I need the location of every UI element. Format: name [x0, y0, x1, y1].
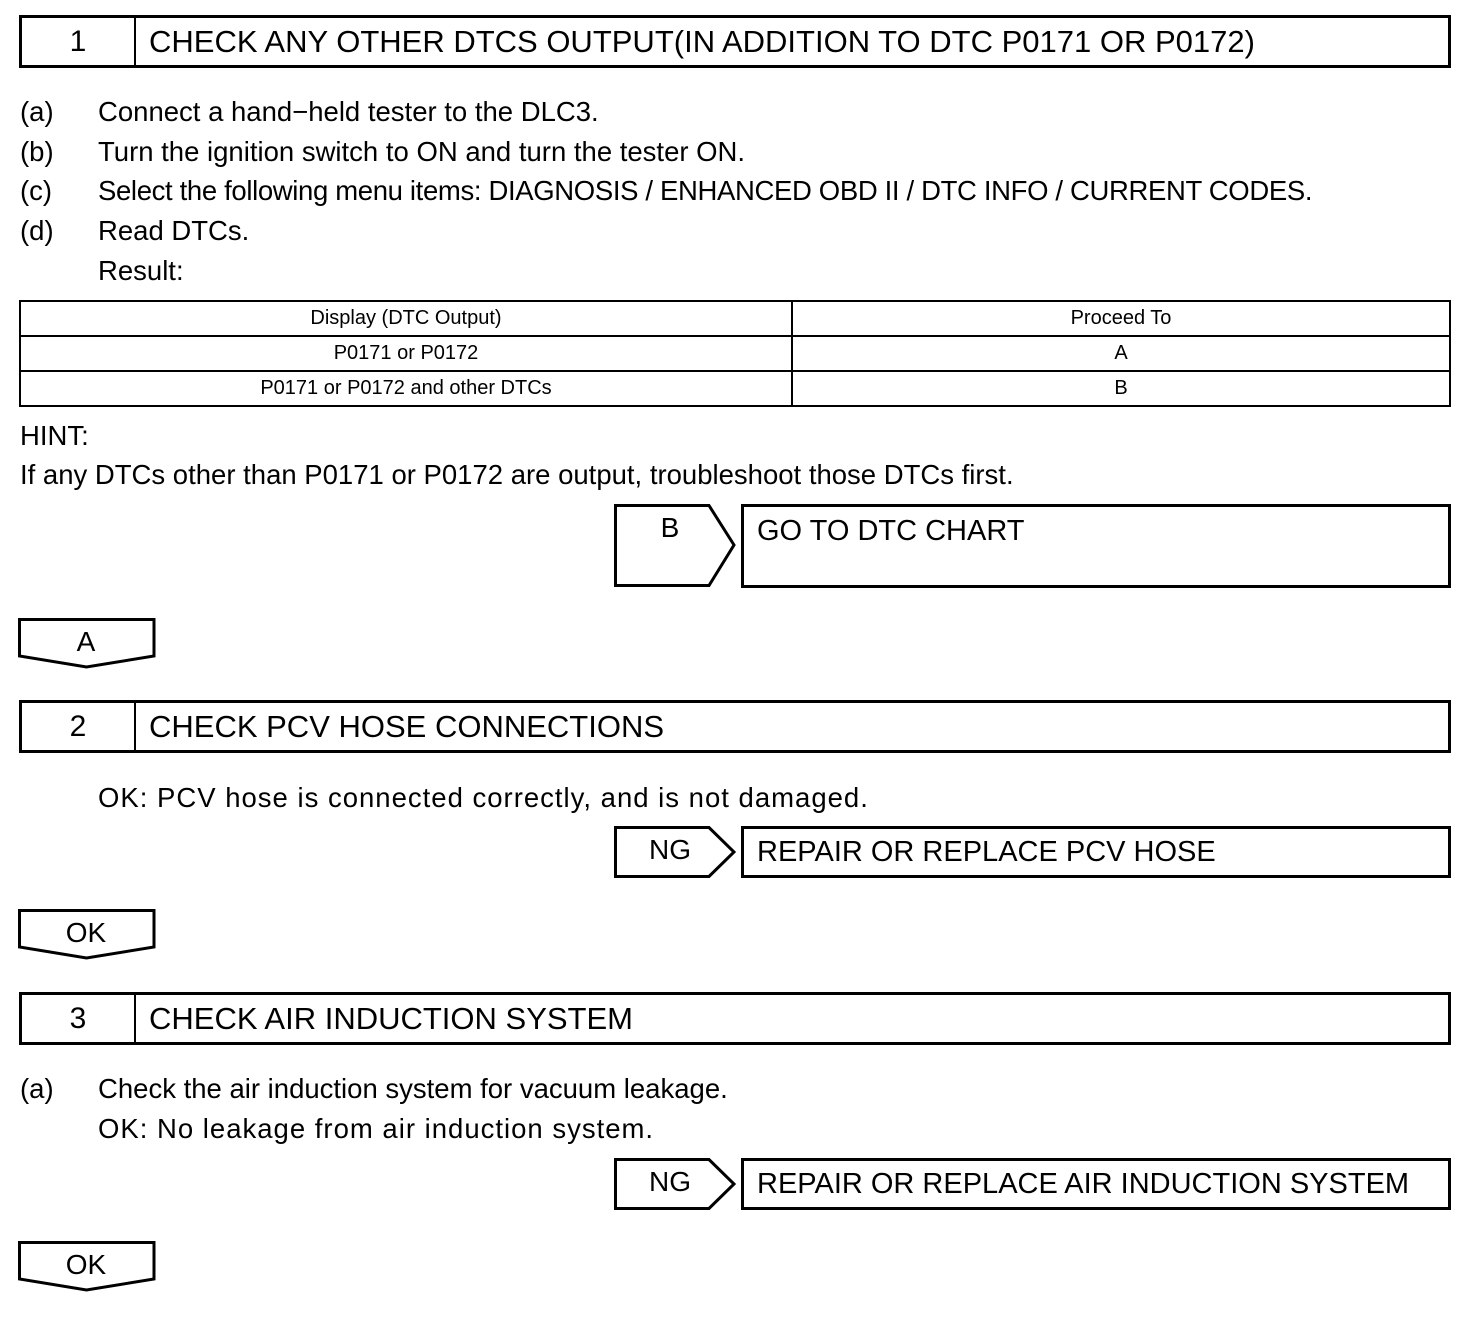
instruction-label: (b)	[20, 136, 54, 167]
instruction-text: Select the following menu items: DIAGNOSIS / ENHANCED OBD II / DTC INFO / CURRENT CODES.	[98, 175, 1313, 206]
action-text: REPAIR OR REPLACE PCV HOSE	[757, 836, 1216, 868]
instruction-text: Read DTCs.	[98, 215, 250, 246]
instruction-c	[20, 171, 1460, 211]
branch-ng-label	[614, 1158, 736, 1210]
instruction-d	[20, 211, 1460, 251]
step-2-header	[19, 700, 1451, 753]
next-step-label: A	[76, 626, 96, 657]
result-table	[19, 300, 1451, 407]
table-header-row	[20, 301, 1450, 336]
action-text: GO TO DTC CHART	[757, 515, 1025, 547]
action-repair-air-induction	[741, 1158, 1451, 1210]
step-1-header	[19, 15, 1451, 68]
result-label: Result:	[98, 255, 184, 286]
instruction-a	[20, 1069, 1460, 1109]
action-text: REPAIR OR REPLACE AIR INDUCTION SYSTEM	[757, 1168, 1410, 1200]
instruction-b	[20, 132, 1460, 172]
hint-label: HINT:	[20, 420, 89, 451]
branch-ng-label	[614, 826, 736, 878]
next-step-label: OK	[65, 917, 107, 948]
branch-code: NG	[649, 834, 691, 865]
instruction-label: (a)	[20, 1073, 54, 1104]
action-repair-pcv-hose	[741, 826, 1451, 878]
step-title: CHECK PCV HOSE CONNECTIONS	[149, 708, 665, 744]
next-step-ok-arrow	[18, 909, 156, 961]
next-step-label: OK	[65, 1249, 107, 1280]
instruction-text: Connect a hand−held tester to the DLC3.	[98, 96, 599, 127]
instruction-label: (d)	[20, 215, 54, 246]
instruction-label: (a)	[20, 96, 54, 127]
step-3-header	[19, 992, 1451, 1045]
branch-code: B	[660, 512, 680, 543]
instruction-a	[20, 92, 1460, 132]
table-row	[20, 371, 1450, 406]
next-step-ok-arrow	[18, 1241, 156, 1293]
step-number: 2	[22, 703, 136, 750]
table-header-cell: Display (DTC Output)	[20, 301, 792, 336]
ok-criteria: OK: No leakage from air induction system.	[98, 1113, 655, 1144]
next-step-a-arrow	[18, 618, 156, 670]
instruction-label: (c)	[20, 175, 53, 206]
table-cell: P0171 or P0172 and other DTCs	[20, 371, 792, 406]
step-number: 1	[22, 18, 136, 65]
table-cell: B	[792, 371, 1450, 406]
table-header-cell: Proceed To	[792, 301, 1450, 336]
table-row	[20, 336, 1450, 371]
table-cell: A	[792, 336, 1450, 371]
branch-code: NG	[649, 1166, 691, 1197]
branch-b-label	[614, 504, 736, 588]
instruction-text: Turn the ignition switch to ON and turn the tester ON.	[98, 136, 746, 167]
step-title: CHECK ANY OTHER DTCS OUTPUT(IN ADDITION TO DTC P0171 OR P0172)	[149, 23, 1255, 59]
instruction-text: Check the air induction system for vacuum leakage.	[98, 1073, 728, 1104]
step-title: CHECK AIR INDUCTION SYSTEM	[149, 1000, 633, 1036]
hint-text: If any DTCs other than P0171 or P0172 are output, troubleshoot those DTCs first.	[20, 459, 1014, 490]
ok-criteria: OK: PCV hose is connected correctly, and is not damaged.	[98, 782, 869, 813]
action-go-to-dtc-chart	[741, 504, 1451, 588]
step-number: 3	[22, 995, 136, 1042]
table-cell: P0171 or P0172	[20, 336, 792, 371]
